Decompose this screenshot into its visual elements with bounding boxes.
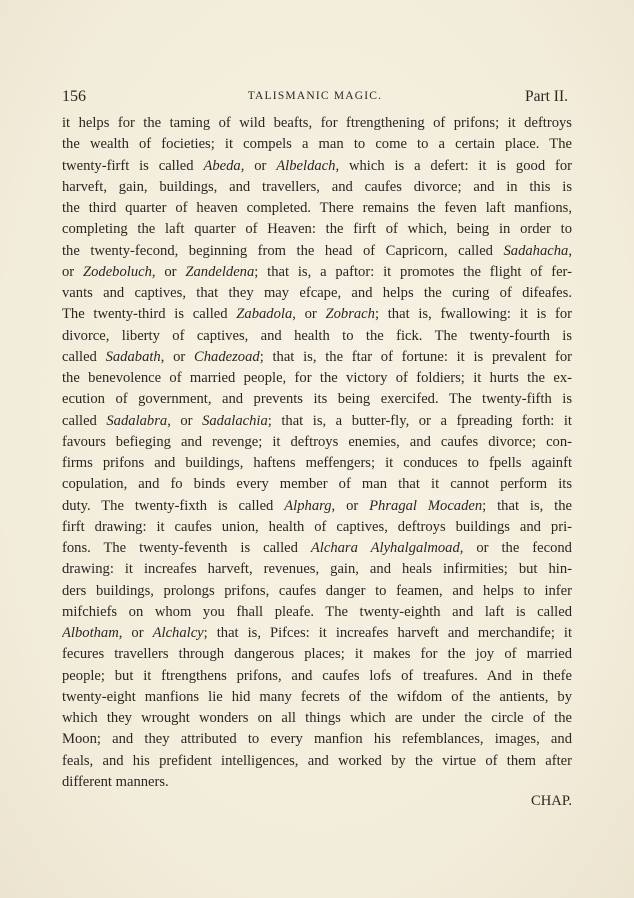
text-run: feals, and his prefident intelligences, and worked by the virtue of them after: [62, 752, 572, 769]
running-head: TALISMANIC MAGIC.: [247, 90, 383, 102]
text-run: , or: [240, 157, 277, 174]
text-line: [62, 517, 572, 538]
text-run: vants and captives, that they may efcape, and helps the curing of difeafes.: [62, 285, 572, 301]
text-run: harveft, gain, buildings, and travellers, and caufes divorce; and in this is: [62, 178, 572, 195]
text-run: The twenty-third is called: [62, 306, 237, 323]
text-run: the wealth of focieties; it compels a man to come to a certain place. The: [62, 136, 572, 153]
text-line: [62, 368, 572, 389]
body-text: [62, 113, 572, 793]
text-line: [62, 241, 572, 262]
text-run: called: [62, 412, 107, 429]
text-run: favours befieging and revenge; it deftroys enemies, and caufes divorce; con-: [62, 433, 572, 450]
text-line: [62, 389, 572, 410]
text-run: or: [62, 263, 83, 280]
italic-name: Zodeboluch: [82, 263, 152, 280]
text-line: [62, 538, 572, 559]
text-run: , or: [331, 497, 370, 514]
italic-name: Chadezoad: [194, 348, 260, 365]
text-line: [62, 304, 572, 325]
text-line: [62, 262, 572, 283]
text-run: drawing: it increafes harveft, revenues, gain, and heals infirmities; but hin-: [62, 561, 572, 578]
italic-name: Phragal Mocaden: [369, 497, 483, 514]
text-line: [62, 219, 572, 240]
text-run: ; that is, a butter-fly, or a fpreading forth: it: [267, 412, 572, 429]
italic-name: Alpharg: [284, 497, 332, 514]
italic-name: Sadalabra: [106, 412, 168, 429]
text-run: the benevolence of married people, for the victory of foldiers; it hurts the ex-: [62, 370, 572, 386]
text-line: [62, 156, 572, 177]
text-line: [62, 453, 572, 474]
text-line: [62, 751, 572, 772]
text-line: [62, 623, 572, 644]
italic-name: Albeldach: [276, 157, 336, 174]
italic-name: Sadalachia: [202, 412, 268, 429]
text-run: copulation, and fo binds every member of man that it cannot perform its: [62, 476, 572, 493]
italic-name: Albotham: [62, 625, 119, 641]
text-run: , which is a defert: it is good for: [335, 157, 572, 174]
text-line: [62, 113, 572, 134]
page-header: [62, 88, 568, 110]
italic-name: Sadahacha: [503, 242, 569, 259]
text-line: [62, 432, 572, 453]
text-run: , or: [151, 263, 186, 280]
text-line: [62, 687, 572, 708]
text-run: ecution of government, and prevents its being exercifed. The twenty-fifth is: [62, 391, 572, 408]
text-line: [62, 326, 572, 347]
text-run: different manners.: [62, 773, 169, 790]
text-run: twenty-eight manfions lie hid many fecrets of the wifdom of the antients, by: [62, 688, 572, 705]
text-run: it helps for the taming of wild beafts, for ftrengthening of prifons; it deftroys: [62, 115, 572, 131]
text-line: [62, 729, 572, 750]
text-run: twenty-firft is called: [62, 157, 204, 174]
page-number: 156: [62, 88, 86, 105]
italic-name: Zabadola: [236, 306, 293, 323]
text-run: firms prifons and buildings, haftens meffengers; it conduces to fpells againft: [62, 455, 572, 471]
text-run: ders buildings, prolongs prifons, caufes danger to feamen, and helps to infer: [62, 582, 572, 599]
italic-name: Zandeldena: [185, 263, 255, 280]
text-run: ; that is, fwallowing: it is for: [374, 306, 572, 323]
text-run: Moon; and they attributed to every manfion his refemblances, images, and: [62, 731, 572, 748]
text-run: the third quarter of heaven completed. There remains the feven laft manfions,: [62, 200, 572, 216]
text-line: [62, 177, 572, 198]
text-run: ,: [568, 242, 572, 259]
text-run: ; that is, Pifces: it increafes harveft and merchandife; it: [203, 625, 572, 641]
catchword: CHAP.: [531, 793, 572, 809]
text-run: firft drawing: it caufes union, health of captives, deftroys buildings and pri-: [62, 518, 572, 535]
text-line: [62, 581, 572, 602]
text-run: , or: [292, 306, 326, 323]
text-run: mifchiefs on whom you fhall pleafe. The twenty-eighth and laft is called: [62, 603, 572, 620]
italic-name: Zobrach: [325, 306, 375, 323]
italic-name: Abeda: [203, 157, 241, 174]
text-run: , or: [160, 348, 195, 365]
text-run: people; but it ftrengthens prifons, and caufes lofs of treafures. And in thefe: [62, 667, 572, 684]
text-run: , or: [118, 625, 153, 641]
text-run: duty. The twenty-fixth is called: [62, 497, 285, 514]
text-line: [62, 198, 572, 219]
text-line: [62, 283, 572, 304]
text-line: [62, 134, 572, 155]
text-run: , or the fecond: [459, 540, 572, 556]
text-run: ; that is, the ftar of fortune: it is prevalent for: [259, 348, 572, 365]
italic-name: Alchara Alyhalgalmoad: [310, 540, 460, 556]
text-line: [62, 644, 572, 665]
text-run: ; that is, the: [482, 497, 572, 514]
text-run: ; that is, a paftor: it promotes the flight of fer-: [254, 263, 572, 280]
text-run: which they wrought wonders on all things which are under the circle of the: [62, 710, 572, 726]
text-line: [62, 559, 572, 580]
italic-name: Alchalcy: [152, 625, 204, 641]
text-line: [62, 496, 572, 517]
text-run: divorce, liberty of captives, and health to the fick. The twenty-fourth is: [62, 327, 572, 344]
text-run: , or: [167, 412, 203, 429]
text-line: [62, 666, 572, 687]
text-line: [62, 772, 572, 793]
italic-name: Sadabath: [105, 348, 161, 365]
text-run: the twenty-fecond, beginning from the head of Capricorn, called: [62, 242, 504, 259]
text-line: [62, 708, 572, 729]
text-line: [62, 411, 572, 432]
text-line: [62, 347, 572, 368]
text-line: [62, 474, 572, 495]
text-run: completing the laft quarter of Heaven: the firft of which, being in order to: [62, 221, 572, 238]
text-run: called: [62, 348, 106, 365]
part-label: Part II.: [524, 88, 568, 105]
text-line: [62, 602, 572, 623]
text-run: fecures travellers through dangerous places; it makes for the joy of married: [62, 646, 572, 663]
text-run: fons. The twenty-feventh is called: [62, 540, 311, 556]
